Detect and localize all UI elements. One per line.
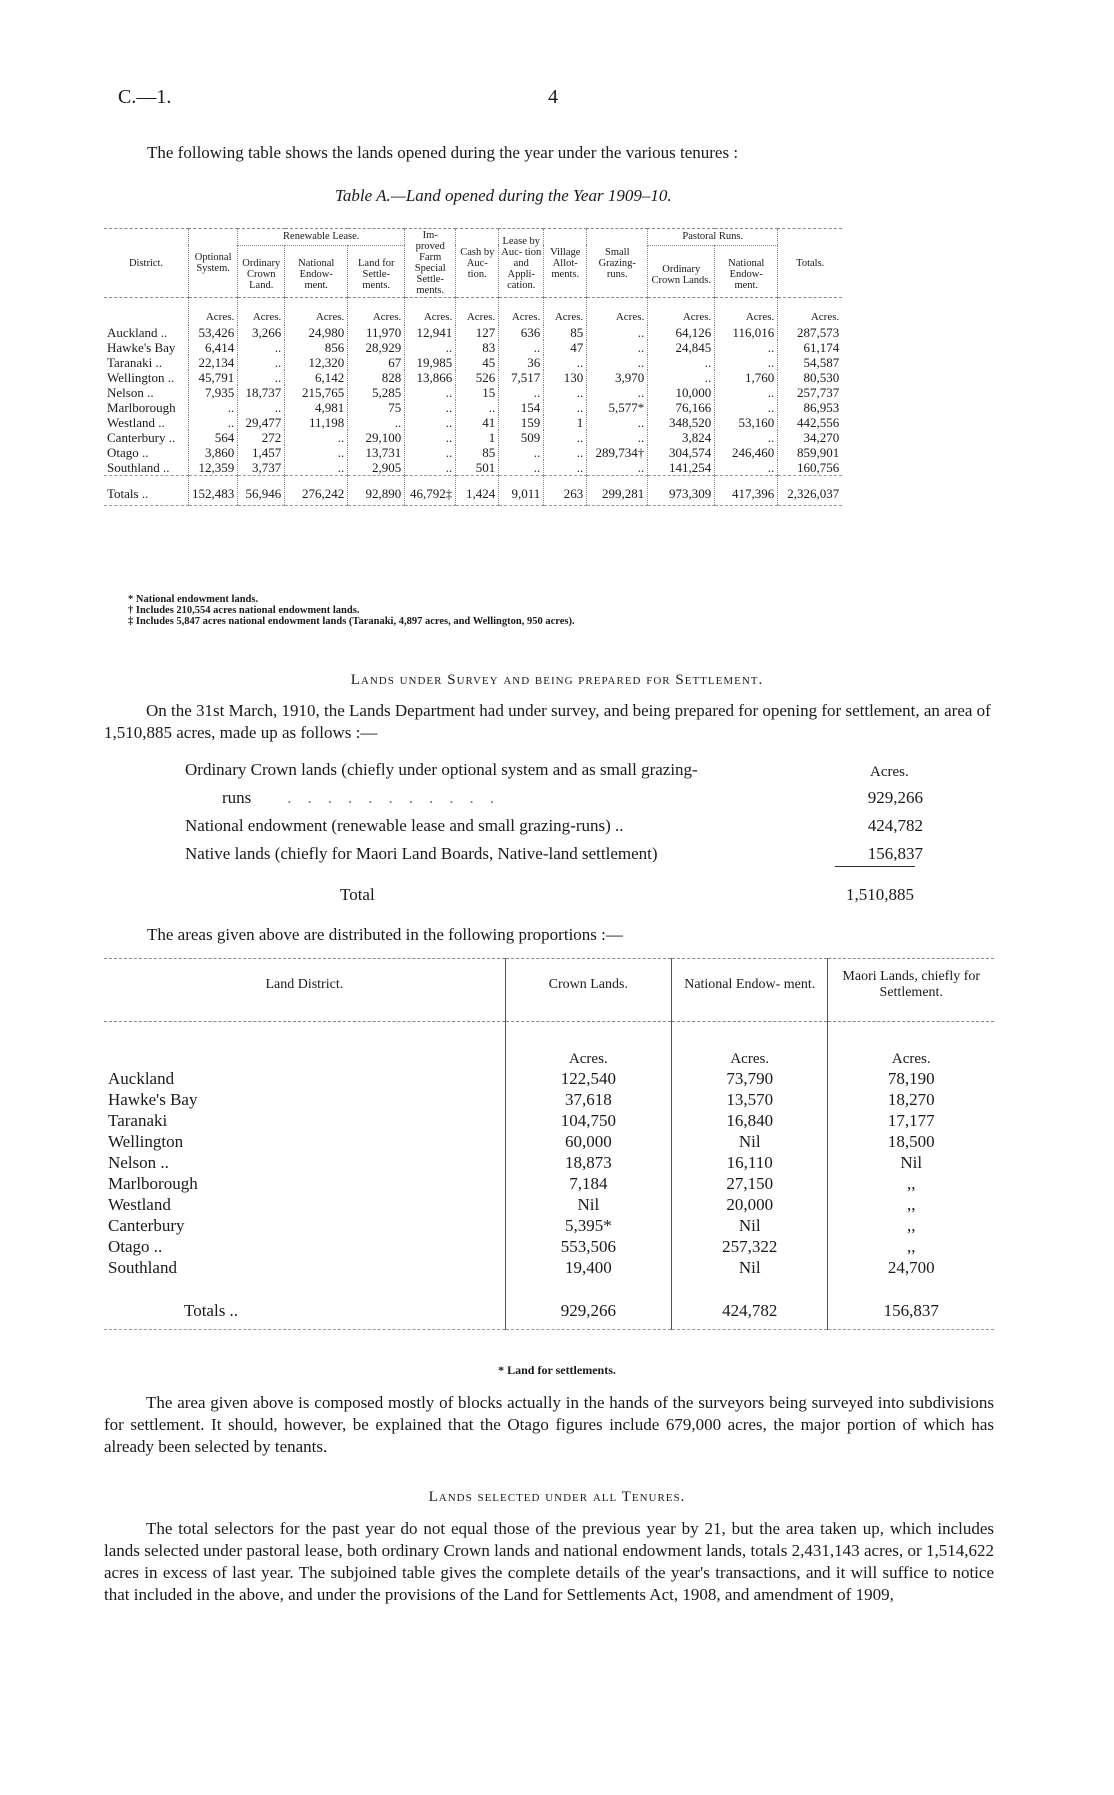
table-row xyxy=(104,325,842,340)
table-b xyxy=(104,958,994,1330)
value-cell: .. xyxy=(715,355,778,370)
value-cell: .. xyxy=(238,370,285,385)
value-cell: 272 xyxy=(238,430,285,445)
value-cell: .. xyxy=(587,460,648,476)
table-b-body xyxy=(104,1068,994,1278)
survey-item-label2: runs xyxy=(222,788,252,807)
value-cell: 17,177 xyxy=(828,1110,994,1131)
value-cell: 7,935 xyxy=(189,385,238,400)
value-cell: 75 xyxy=(348,400,405,415)
value-cell: .. xyxy=(544,385,587,400)
total-cell: 424,782 xyxy=(671,1278,828,1330)
col-small-grazing: Small Grazing- runs. xyxy=(587,229,648,298)
district-cell: Canterbury xyxy=(108,1216,185,1235)
table-a-footnotes xyxy=(128,594,575,627)
table-a-body xyxy=(104,325,842,476)
value-cell: 13,866 xyxy=(405,370,456,385)
value-cell: 127 xyxy=(456,325,499,340)
table-row xyxy=(104,430,842,445)
value-cell: 19,985 xyxy=(405,355,456,370)
value-cell: 1 xyxy=(544,415,587,430)
value-cell: .. xyxy=(499,445,544,460)
value-cell: .. xyxy=(405,385,456,400)
value-cell: Nil xyxy=(671,1215,828,1236)
value-cell: .. xyxy=(499,340,544,355)
value-cell: 526 xyxy=(456,370,499,385)
value-cell: 1 xyxy=(456,430,499,445)
survey-item-label: Ordinary Crown lands (chiefly under optional system and as small grazing- xyxy=(185,760,698,779)
value-cell: 1,760 xyxy=(715,370,778,385)
value-cell: .. xyxy=(405,460,456,476)
value-cell: 73,790 xyxy=(671,1068,828,1089)
total-cell: 973,309 xyxy=(648,476,715,506)
value-cell: .. xyxy=(189,415,238,430)
value-cell: Nil xyxy=(828,1152,994,1173)
value-cell: 37,618 xyxy=(505,1089,671,1110)
value-cell: .. xyxy=(499,385,544,400)
unit-cell: Acres. xyxy=(671,1022,828,1069)
value-cell: Nil xyxy=(671,1257,828,1278)
survey-item: runs ........... 929,266 xyxy=(184,784,924,812)
table-row xyxy=(104,460,842,476)
district-cell: Marlborough xyxy=(107,400,176,415)
table-row xyxy=(104,1236,994,1257)
table-a-caption: Table A.—Land opened during the Year 1909–10. xyxy=(335,186,672,205)
unit-cell: Acres. xyxy=(499,298,544,326)
district-cell: Southland xyxy=(108,1258,177,1277)
value-cell: 12,320 xyxy=(285,355,348,370)
district-cell: Auckland xyxy=(108,1069,175,1088)
table-b-footnote: * Land for settlements. xyxy=(498,1363,616,1377)
table-b-totals-row xyxy=(104,1278,994,1330)
table-row xyxy=(104,415,842,430)
value-cell: 287,573 xyxy=(778,325,843,340)
value-cell: 83 xyxy=(456,340,499,355)
table-row xyxy=(104,400,842,415)
value-cell: 29,100 xyxy=(348,430,405,445)
district-cell: Westland xyxy=(108,1195,171,1214)
value-cell: .. xyxy=(715,460,778,476)
total-cell: 9,011 xyxy=(499,476,544,506)
unit-cell xyxy=(104,298,189,326)
total-cell: 263 xyxy=(544,476,587,506)
value-cell: 442,556 xyxy=(778,415,843,430)
value-cell: .. xyxy=(285,460,348,476)
total-cell: 156,837 xyxy=(828,1278,994,1330)
district-cell: Otago .. xyxy=(107,445,149,460)
value-cell: 18,500 xyxy=(828,1131,994,1152)
page-number: 4 xyxy=(548,86,558,108)
district-cell: Westland .. xyxy=(107,415,165,430)
district-cell: Nelson .. xyxy=(107,385,154,400)
value-cell: .. xyxy=(648,370,715,385)
value-cell: 61,174 xyxy=(778,340,843,355)
value-cell: 60,000 xyxy=(505,1131,671,1152)
table-row xyxy=(104,1068,994,1089)
table-row xyxy=(104,445,842,460)
value-cell: 7,184 xyxy=(505,1173,671,1194)
district-cell: Auckland .. xyxy=(107,325,168,340)
value-cell: 11,970 xyxy=(348,325,405,340)
value-cell: 47 xyxy=(544,340,587,355)
value-cell: 3,266 xyxy=(238,325,285,340)
value-cell: 246,460 xyxy=(715,445,778,460)
value-cell: 86,953 xyxy=(778,400,843,415)
value-cell: 2,905 xyxy=(348,460,405,476)
district-cell: Nelson .. xyxy=(108,1153,169,1172)
value-cell: .. xyxy=(456,400,499,415)
table-b-units-row xyxy=(104,1022,994,1069)
survey-acres-label: Acres. xyxy=(870,764,909,780)
otago-paragraph: The area given above is composed mostly of blocks actually in the hands of the surveyors being surveyed into subdivisions for settlement. It should, however, be explained that the Otago figures include 679,000 acres, the major portion of which has already been selected by tenants. xyxy=(104,1393,994,1456)
col-pastoral-ordinary: Ordinary Crown Lands. xyxy=(648,245,715,297)
value-cell: 3,824 xyxy=(648,430,715,445)
col-maori-lands: Maori Lands, chiefly for Settlement. xyxy=(828,959,994,1022)
value-cell: 289,734† xyxy=(587,445,648,460)
district-cell: Hawke's Bay xyxy=(108,1090,198,1109)
value-cell: 859,901 xyxy=(778,445,843,460)
table-row xyxy=(104,1173,994,1194)
survey-list xyxy=(184,756,924,868)
value-cell: .. xyxy=(405,430,456,445)
value-cell: 257,322 xyxy=(671,1236,828,1257)
value-cell: 564 xyxy=(189,430,238,445)
value-cell: ,, xyxy=(828,1194,994,1215)
col-improved-farm: Im- proved Farm Special Settle- ments. xyxy=(405,229,456,298)
value-cell: 5,577* xyxy=(587,400,648,415)
col-district: District. xyxy=(104,229,189,298)
value-cell: 215,765 xyxy=(285,385,348,400)
district-cell: Wellington xyxy=(108,1132,184,1151)
col-land-district: Land District. xyxy=(104,959,505,1022)
value-cell: 509 xyxy=(499,430,544,445)
value-cell: 6,414 xyxy=(189,340,238,355)
district-cell: Otago .. xyxy=(108,1237,163,1256)
proportions-intro: The areas given above are distributed in the following proportions :— xyxy=(147,925,623,944)
district-cell: Marlborough xyxy=(108,1174,198,1193)
value-cell: 828 xyxy=(348,370,405,385)
survey-item-value: 424,782 xyxy=(867,816,923,835)
value-cell: .. xyxy=(587,340,648,355)
total-cell: Totals .. xyxy=(104,476,189,506)
value-cell: 53,426 xyxy=(189,325,238,340)
value-cell: 3,970 xyxy=(587,370,648,385)
value-cell: 18,737 xyxy=(238,385,285,400)
value-cell: 67 xyxy=(348,355,405,370)
unit-cell: Acres. xyxy=(778,298,843,326)
value-cell: 36 xyxy=(499,355,544,370)
value-cell: .. xyxy=(587,385,648,400)
survey-total-value: 1,510,885 xyxy=(846,885,914,904)
col-optional: Optional System. xyxy=(189,229,238,298)
group-pastoral: Pastoral Runs. xyxy=(648,229,778,246)
value-cell: 24,700 xyxy=(828,1257,994,1278)
value-cell: Nil xyxy=(505,1194,671,1215)
unit-cell: Acres. xyxy=(348,298,405,326)
value-cell: 18,873 xyxy=(505,1152,671,1173)
value-cell: 5,285 xyxy=(348,385,405,400)
table-row xyxy=(104,1215,994,1236)
value-cell: .. xyxy=(715,400,778,415)
value-cell: ,, xyxy=(828,1236,994,1257)
value-cell: 130 xyxy=(544,370,587,385)
value-cell: 45 xyxy=(456,355,499,370)
survey-item xyxy=(184,756,924,784)
value-cell: 122,540 xyxy=(505,1068,671,1089)
table-row xyxy=(104,1194,994,1215)
value-cell: 11,198 xyxy=(285,415,348,430)
value-cell: 553,506 xyxy=(505,1236,671,1257)
district-cell: Taranaki xyxy=(108,1111,168,1130)
survey-heading: Lands under Survey and being prepared for Settlement. xyxy=(350,672,764,688)
unit-cell: Acres. xyxy=(405,298,456,326)
value-cell: 141,254 xyxy=(648,460,715,476)
value-cell: 159 xyxy=(499,415,544,430)
value-cell: .. xyxy=(544,445,587,460)
value-cell: .. xyxy=(715,430,778,445)
survey-item-value: 156,837 xyxy=(867,844,923,863)
total-cell: 46,792‡ xyxy=(405,476,456,506)
col-national-endowment: National Endow- ment. xyxy=(671,959,828,1022)
value-cell: .. xyxy=(587,355,648,370)
unit-cell: Acres. xyxy=(238,298,285,326)
value-cell: .. xyxy=(544,355,587,370)
district-cell: Hawke's Bay xyxy=(107,340,176,355)
footnote: ‡ Includes 5,847 acres national endowment lands (Taranaki, 4,897 acres, and Wellington, 950 acres). xyxy=(128,616,575,627)
value-cell: .. xyxy=(238,340,285,355)
value-cell: 29,477 xyxy=(238,415,285,430)
value-cell: .. xyxy=(189,400,238,415)
value-cell: 53,160 xyxy=(715,415,778,430)
value-cell: .. xyxy=(238,355,285,370)
survey-item xyxy=(184,840,924,868)
table-a xyxy=(104,228,842,506)
value-cell: .. xyxy=(544,430,587,445)
total-cell: 56,946 xyxy=(238,476,285,506)
table-row xyxy=(104,340,842,355)
value-cell: 22,134 xyxy=(189,355,238,370)
value-cell: 16,110 xyxy=(671,1152,828,1173)
unit-cell: Acres. xyxy=(544,298,587,326)
value-cell: 24,980 xyxy=(285,325,348,340)
value-cell: .. xyxy=(587,325,648,340)
table-row xyxy=(104,1089,994,1110)
unit-cell: Acres. xyxy=(715,298,778,326)
value-cell: 64,126 xyxy=(648,325,715,340)
table-a-units-row xyxy=(104,298,842,326)
total-cell: 929,266 xyxy=(505,1278,671,1330)
value-cell: 45,791 xyxy=(189,370,238,385)
value-cell: .. xyxy=(499,460,544,476)
table-a-totals-row xyxy=(104,476,842,506)
value-cell: 160,756 xyxy=(778,460,843,476)
value-cell: 18,270 xyxy=(828,1089,994,1110)
value-cell: 154 xyxy=(499,400,544,415)
value-cell: 348,520 xyxy=(648,415,715,430)
total-cell: 2,326,037 xyxy=(778,476,843,506)
value-cell: .. xyxy=(348,415,405,430)
value-cell: .. xyxy=(405,415,456,430)
value-cell: 10,000 xyxy=(648,385,715,400)
col-cash-auction: Cash by Auc- tion. xyxy=(456,229,499,298)
unit-cell: Acres. xyxy=(648,298,715,326)
value-cell: 4,981 xyxy=(285,400,348,415)
col-village: Village Allot- ments. xyxy=(544,229,587,298)
survey-item xyxy=(184,812,924,840)
total-cell: Totals .. xyxy=(104,1278,505,1330)
district-cell: Wellington .. xyxy=(107,370,175,385)
survey-item-value: 929,266 xyxy=(867,788,923,807)
unit-cell: Acres. xyxy=(285,298,348,326)
value-cell: 80,530 xyxy=(778,370,843,385)
district-cell: Canterbury .. xyxy=(107,430,176,445)
district-cell: Southland .. xyxy=(107,460,170,475)
value-cell: 28,929 xyxy=(348,340,405,355)
value-cell: 3,737 xyxy=(238,460,285,476)
value-cell: 41 xyxy=(456,415,499,430)
value-cell: 78,190 xyxy=(828,1068,994,1089)
page-reference: C.—1. xyxy=(118,86,172,108)
value-cell: 85 xyxy=(544,325,587,340)
table-row xyxy=(104,1110,994,1131)
footnote: † Includes 210,554 acres national endowment lands. xyxy=(128,605,360,616)
unit-cell: Acres. xyxy=(456,298,499,326)
value-cell: 856 xyxy=(285,340,348,355)
total-cell: 1,424 xyxy=(456,476,499,506)
survey-rule xyxy=(835,866,915,867)
value-cell: .. xyxy=(285,445,348,460)
value-cell: 257,737 xyxy=(778,385,843,400)
total-cell: 299,281 xyxy=(587,476,648,506)
col-crown-lands: Crown Lands. xyxy=(505,959,671,1022)
col-ordinary-crown: Ordinary Crown Land. xyxy=(238,245,285,297)
value-cell: .. xyxy=(405,400,456,415)
unit-cell: Acres. xyxy=(189,298,238,326)
table-row xyxy=(104,385,842,400)
footnote: * National endowment lands. xyxy=(128,594,259,605)
value-cell: 12,941 xyxy=(405,325,456,340)
district-cell: Taranaki .. xyxy=(107,355,163,370)
value-cell: 13,570 xyxy=(671,1089,828,1110)
value-cell: 20,000 xyxy=(671,1194,828,1215)
value-cell: 13,731 xyxy=(348,445,405,460)
survey-item-label: National endowment (renewable lease and small grazing-runs) .. xyxy=(185,816,624,835)
value-cell: ,, xyxy=(828,1215,994,1236)
total-cell: 417,396 xyxy=(715,476,778,506)
col-land-settlements: Land for Settle- ments. xyxy=(348,245,405,297)
table-row xyxy=(104,370,842,385)
value-cell: .. xyxy=(648,355,715,370)
table-row xyxy=(104,1257,994,1278)
unit-cell: Acres. xyxy=(587,298,648,326)
value-cell: .. xyxy=(544,460,587,476)
value-cell: .. xyxy=(285,430,348,445)
selected-paragraph: The total selectors for the past year do not equal those of the previous year by 21, but the area taken up, which includes lands selected under pastoral lease, both ordinary Crown lands and national endowment lands, totals 2,431,143 acres, or 1,514,622 acres in excess of last year. The subjoined table gives the complete details of the year's transactions, and it will suffice to notice that included in the above, and under the provisions of the Land for Settlements Act, 1908, and amendment of 1909, xyxy=(104,1519,994,1604)
table-row xyxy=(104,1131,994,1152)
col-lease-auction: Lease by Auc- tion and Appli- cation. xyxy=(499,229,544,298)
value-cell: 104,750 xyxy=(505,1110,671,1131)
value-cell: 6,142 xyxy=(285,370,348,385)
col-pastoral-national: National Endow- ment. xyxy=(715,245,778,297)
value-cell: 3,860 xyxy=(189,445,238,460)
survey-total-label: Total xyxy=(340,885,375,904)
survey-paragraph: On the 31st March, 1910, the Lands Department had under survey, and being prepared for opening for settlement, an area of 1,510,885 acres, made up as follows :— xyxy=(104,701,991,742)
value-cell: 501 xyxy=(456,460,499,476)
value-cell: .. xyxy=(587,415,648,430)
value-cell: .. xyxy=(405,445,456,460)
value-cell: 12,359 xyxy=(189,460,238,476)
value-cell: 116,016 xyxy=(715,325,778,340)
value-cell: .. xyxy=(715,385,778,400)
value-cell: 15 xyxy=(456,385,499,400)
value-cell: .. xyxy=(715,340,778,355)
unit-cell xyxy=(104,1022,505,1069)
selected-heading: Lands selected under all Tenures. xyxy=(428,1489,686,1505)
value-cell: 85 xyxy=(456,445,499,460)
group-renewable: Renewable Lease. xyxy=(238,229,405,246)
value-cell: ,, xyxy=(828,1173,994,1194)
col-totals: Totals. xyxy=(778,229,843,298)
total-cell: 152,483 xyxy=(189,476,238,506)
unit-cell: Acres. xyxy=(828,1022,994,1069)
value-cell: .. xyxy=(405,340,456,355)
intro-text: The following table shows the lands opened during the year under the various tenures : xyxy=(147,143,739,162)
value-cell: .. xyxy=(587,430,648,445)
value-cell: 27,150 xyxy=(671,1173,828,1194)
value-cell: 5,395* xyxy=(505,1215,671,1236)
table-row xyxy=(104,1152,994,1173)
value-cell: .. xyxy=(238,400,285,415)
value-cell: Nil xyxy=(671,1131,828,1152)
table-row xyxy=(104,355,842,370)
value-cell: 7,517 xyxy=(499,370,544,385)
value-cell: 76,166 xyxy=(648,400,715,415)
value-cell: .. xyxy=(544,400,587,415)
value-cell: 24,845 xyxy=(648,340,715,355)
value-cell: 16,840 xyxy=(671,1110,828,1131)
unit-cell: Acres. xyxy=(505,1022,671,1069)
total-cell: 276,242 xyxy=(285,476,348,506)
value-cell: 1,457 xyxy=(238,445,285,460)
col-national-endow: National Endow- ment. xyxy=(285,245,348,297)
value-cell: 304,574 xyxy=(648,445,715,460)
survey-item-label: Native lands (chiefly for Maori Land Boards, Native-land settlement) xyxy=(185,844,658,863)
value-cell: 636 xyxy=(499,325,544,340)
total-cell: 92,890 xyxy=(348,476,405,506)
value-cell: 19,400 xyxy=(505,1257,671,1278)
value-cell: 34,270 xyxy=(778,430,843,445)
value-cell: 54,587 xyxy=(778,355,843,370)
